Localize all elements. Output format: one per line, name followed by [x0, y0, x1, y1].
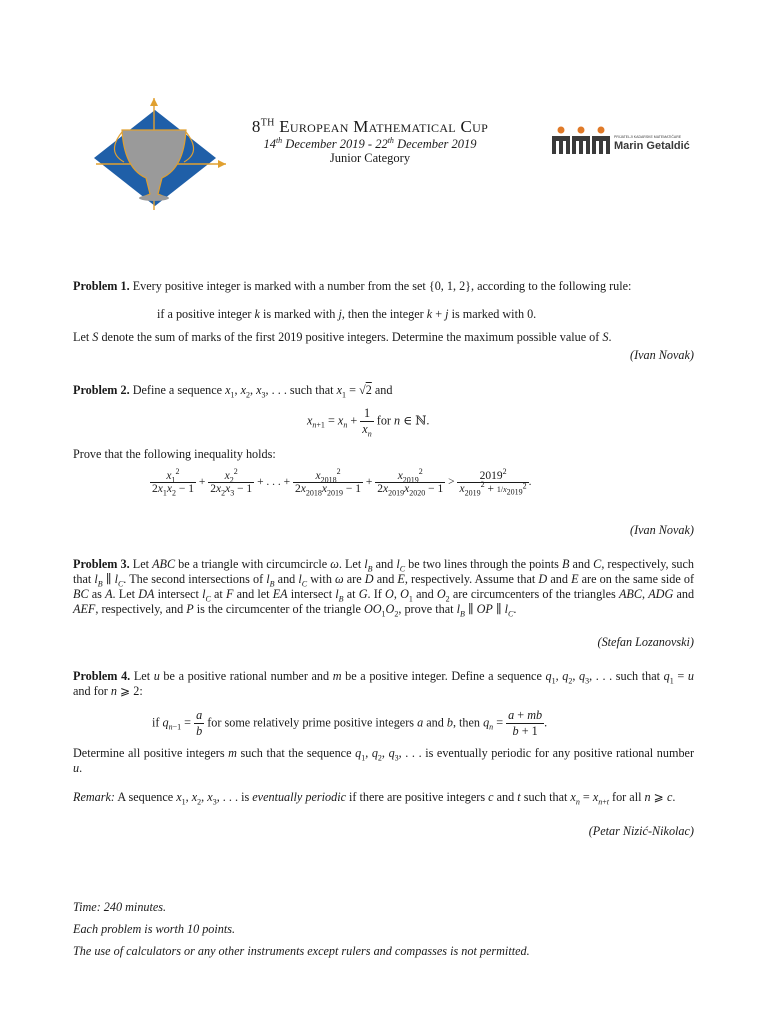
problem-2-author: (Ivan Novak) [630, 523, 694, 537]
problem-4-remark: Remark: A sequence $x_1$, $x_2$, $x_3$, . . . is eventually periodic if there are positive integers c and t such that $x_n = x_{n+t}$ for all n ⩾ c. [73, 790, 676, 807]
problem-3-author: (Stefan Lozanovski) [597, 635, 694, 649]
mg-logo-name: Marin Getaldić [614, 140, 690, 152]
footer-time: Time: 240 minutes. [73, 900, 167, 914]
problem-3-statement: Problem 3. Let ABC be a triangle with circumcircle ω. Let $l_B$ and $l_C$ be two lines through the points B and C, respectively, such that $l_B$ ∥ $l_C$. The second intersections of $l_B$ and $l_C$ with ω are D and E, respectively. Assume that D and E are on the same side of BC as A. Let DA intersect $l_C$ at F and let EA intersect $l_B$ at G. If O, $O_1$ and $O_2$ are circumcenters of the triangles ABC, ADG and AEF, respectively, and P is the circumcenter of the triangle $OO_1O_2$, prove that $l_B$ ∥ OP ∥ $l_C$. [73, 557, 695, 619]
remark-label: Remark: [73, 790, 115, 804]
problem-2-recurrence: $x_{n+1} = x_n$ + $\frac{1}{x_n}$ for n ∈ ℕ. [307, 406, 430, 439]
problem-2-statement: Problem 2. Define a sequence $x_1$, $x_2$, $x_3$, . . . such that $x_1 = √2$ and [73, 383, 393, 400]
problem-1-label: Problem 1. [73, 279, 130, 293]
problem-3-label: Problem 3. [73, 557, 130, 571]
exam-category: Junior Category [329, 151, 411, 165]
title-text: European Mathematical Cup [279, 117, 489, 136]
exam-title [190, 117, 550, 137]
problem-1-statement: Problem 1. Every positive integer is marked with a number from the set {0, 1, 2}, according to the following rule: [73, 279, 632, 293]
mg-logo-icon [551, 126, 611, 156]
marin-getaldic-logo [551, 126, 701, 156]
problem-4-question: Determine all positive integers m such that the sequence $q_1$, $q_2$, $q_3$, . . . is eventually periodic for any positive rational number u. [73, 746, 695, 775]
exam-dates: 14th December 2019 - 22th December 2019 [263, 135, 477, 151]
problem-4-definition: if $q_{n-1}$ = $\frac{a}{b}$ for some relatively prime positive integers a and b, then $q_n$ = $\frac{a + mb}{b + 1}$ . [152, 708, 548, 738]
problem-2-inequality: $\frac{x_1^2}{2x_1x_2 - 1}$ + $\frac{x_2^2}{2x_2x_3 - 1}$ + . . . + $\frac{x_{2018}^2}{2x_{2018}x_{2019} - 1}$ + $\frac{x_{2019}^2}{2x_{2019}x_{2020} - 1}$ > $\frac{2019^2}{x_{2019}^2 + 1/x_{2019}^2}$ . [152, 467, 532, 498]
problem-1-rule: if a positive integer k is marked with j, then the integer k + j is marked with 0. [157, 307, 537, 321]
problem-4-statement: Problem 4. Let u be a positive rational number and m be a positive integer. Define a sequence $q_1$, $q_2$, $q_3$, . . . such that $q_1 = u$ and for n ⩾ 2: [73, 669, 694, 698]
title-ordinal: 8 [251, 117, 261, 136]
title-ordinal-sup: TH [260, 117, 275, 129]
problem-2-prompt: Prove that the following inequality holds: [73, 447, 276, 461]
problem-4-author: (Petar Nizić-Nikolac) [588, 824, 694, 838]
problem-2-label: Problem 2. [73, 383, 130, 397]
problem-4-label: Problem 4. [73, 669, 131, 683]
problem-1-author: (Ivan Novak) [630, 348, 694, 362]
footer-points: Each problem is worth 10 points. [73, 922, 236, 936]
problem-1-question: Let S denote the sum of marks of the first 2019 positive integers. Determine the maximum possible value of S. [73, 330, 612, 344]
mg-logo-caption: PRIJATELJI KADARSKE MATEMATIČARE [614, 135, 682, 139]
footer-rules: The use of calculators or any other instruments except rulers and compasses is not permitted. [73, 944, 530, 958]
